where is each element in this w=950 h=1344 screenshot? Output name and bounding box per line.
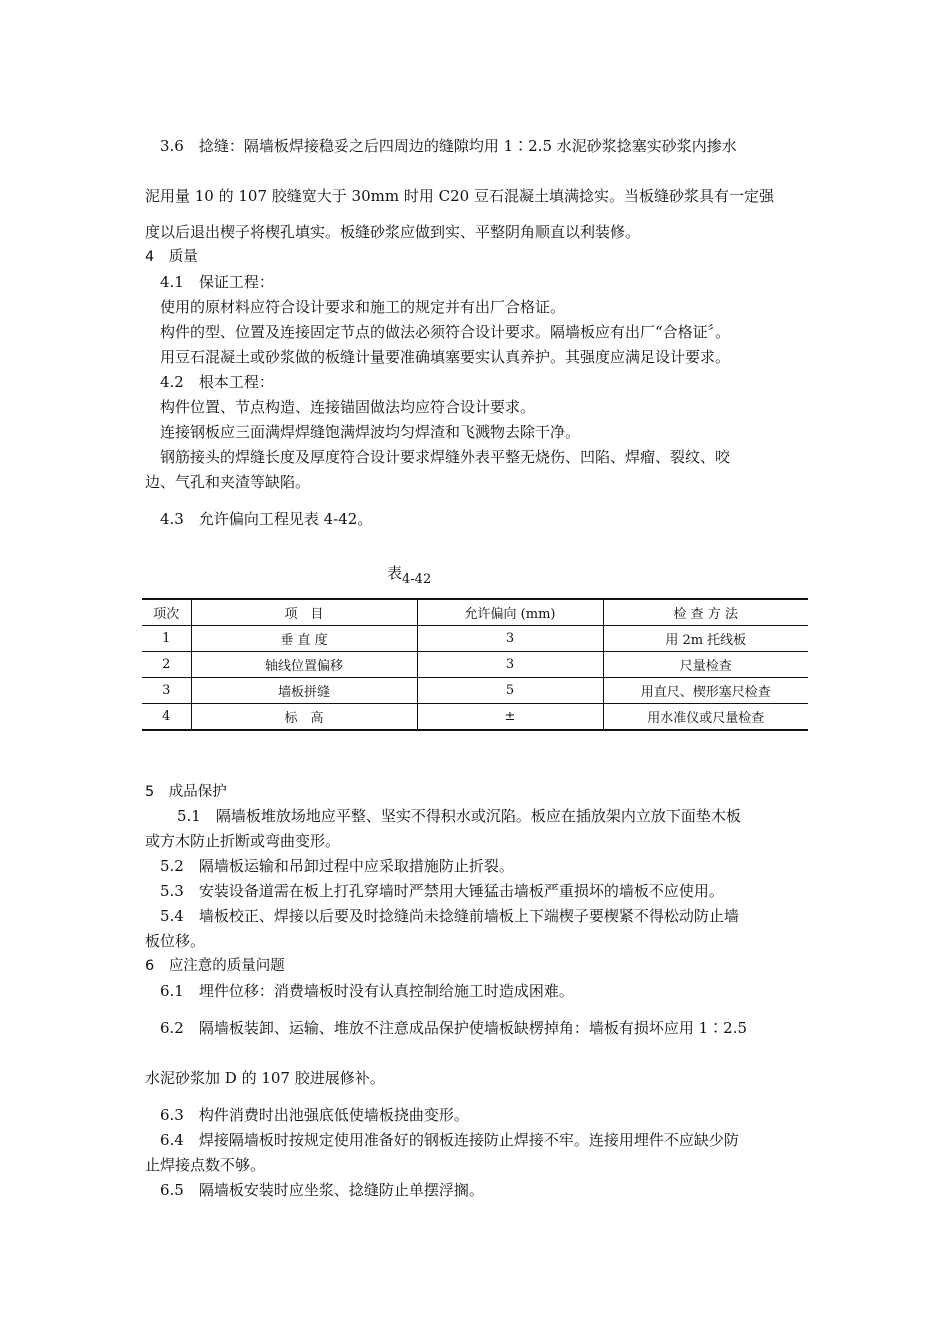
item-6-4-line-1: 6.4 焊接隔墙板时按规定使用准备好的钢板连接防止焊接不牢。连接用埋件不应缺少防 <box>160 1131 739 1149</box>
table-caption <box>387 562 432 587</box>
cell-item-no: 4 <box>142 704 191 731</box>
cell-item: 垂 直 度 <box>191 626 417 652</box>
section-4-heading: 4 质量 <box>145 249 198 265</box>
text-4-2-b: 连接钢板应三面满焊焊缝饱满焊波均匀焊渣和飞溅物去除干净。 <box>160 423 581 441</box>
item-6-4-line-2: 止焊接点数不够。 <box>145 1156 266 1174</box>
text-4-1-a: 使用的原材料应符合设计要求和施工的规定并有出厂合格证。 <box>160 298 566 316</box>
item-4-2: 4.2 根本工程： <box>160 373 274 391</box>
cell-item-no: 1 <box>142 626 191 652</box>
cell-method: 尺量检查 <box>603 652 808 678</box>
cell-item-no: 2 <box>142 652 191 678</box>
text-4-1-c: 用豆石混凝土或砂浆做的板缝计量要准确填塞要实认真养护。其强度应满足设计要求。 <box>160 348 731 366</box>
item-5-4-line-2: 板位移。 <box>145 932 206 950</box>
item-5-4-line-1: 5.4 墙板校正、焊接以后要及时捻缝尚未捻缝前墙板上下端楔子要楔紧不得松动防止墙 <box>160 907 739 925</box>
item-6-5: 6.5 隔墙板安装时应坐浆、捻缝防止单摆浮搁。 <box>160 1181 484 1199</box>
table-row <box>142 652 808 678</box>
item-5-3: 5.3 安装设备道需在板上打孔穿墙时严禁用大锤猛击墙板严重损坏的墙板不应使用。 <box>160 882 724 900</box>
cell-tolerance: ± <box>417 704 603 731</box>
section-5-heading: 5 成品保护 <box>145 784 227 800</box>
item-5-2: 5.2 隔墙板运输和吊卸过程中应采取措施防止折裂。 <box>160 857 514 875</box>
text-4-2-a: 构件位置、节点构造、连接锚固做法均应符合设计要求。 <box>160 398 536 416</box>
table-caption-label: 表 <box>387 564 403 582</box>
section-6-heading: 6 应注意的质量问题 <box>145 958 285 974</box>
table-row <box>142 704 808 731</box>
text-4-2-c-line-2: 边、气孔和夹渣等缺陷。 <box>145 473 311 491</box>
text-4-1-b: 构件的型、位置及连接固定节点的做法必须符合设计要求。隔墙板应有出厂“合格证〞。 <box>160 323 731 341</box>
item-4-1: 4.1 保证工程： <box>160 273 274 291</box>
cell-tolerance: 3 <box>417 626 603 652</box>
cell-method: 用水准仪或尺量检查 <box>603 704 808 731</box>
cell-tolerance: 3 <box>417 652 603 678</box>
para-3-6-line-2: 泥用量 10 的 107 胶缝宽大于 30mm 时用 C20 豆石混凝土填满捻实。当板缝砂浆具有一定强 <box>145 187 774 205</box>
item-6-1: 6.1 埋件位移：消费墙板时没有认真控制给施工时造成困难。 <box>160 982 574 1000</box>
text-4-2-c-line-1: 钢筋接头的焊缝长度及厚度符合设计要求焊缝外表平整无烧伤、凹陷、焊瘤、裂纹、咬 <box>160 448 731 466</box>
header-item-no: 项次 <box>142 599 191 626</box>
item-5-1-line-1: 5.1 隔墙板堆放场地应平整、坚实不得积水或沉陷。板应在插放架内立放下面垫木板 <box>177 807 741 825</box>
table-row <box>142 626 808 652</box>
item-4-3: 4.3 允许偏向工程见表 4-42。 <box>160 510 373 528</box>
item-5-1-line-2: 或方木防止折断或弯曲变形。 <box>145 832 341 850</box>
cell-tolerance: 5 <box>417 678 603 704</box>
para-3-6-line-1: 3.6 捻缝：隔墙板焊接稳妥之后四周边的缝隙均用 1∶2.5 水泥砂浆捻塞实砂浆内掺水 <box>160 137 737 155</box>
header-method: 检 查 方 法 <box>603 599 808 626</box>
header-tolerance: 允许偏向 (mm) <box>417 599 603 626</box>
table-caption-number: 4-42 <box>402 572 432 587</box>
cell-item-no: 3 <box>142 678 191 704</box>
table-header-row <box>142 599 808 626</box>
cell-method: 用直尺、楔形塞尺检查 <box>603 678 808 704</box>
tolerance-table <box>142 598 808 731</box>
cell-item: 墙板拼缝 <box>191 678 417 704</box>
cell-method: 用 2m 托线板 <box>603 626 808 652</box>
item-6-2-line-2: 水泥砂浆加 D 的 107 胶进展修补。 <box>145 1069 385 1087</box>
item-6-3: 6.3 构件消费时出池强底低使墙板挠曲变形。 <box>160 1106 469 1124</box>
table-row <box>142 678 808 704</box>
para-3-6-line-3: 度以后退出楔子将楔孔填实。板缝砂浆应做到实、平整阴角顺直以利装修。 <box>145 223 641 241</box>
item-6-2-line-1: 6.2 隔墙板装卸、运输、堆放不注意成品保护使墙板缺楞掉角：墙板有损坏应用 1∶2.5 <box>160 1019 748 1037</box>
header-item: 项 目 <box>191 599 417 626</box>
cell-item: 标 高 <box>191 704 417 731</box>
cell-item: 轴线位置偏移 <box>191 652 417 678</box>
